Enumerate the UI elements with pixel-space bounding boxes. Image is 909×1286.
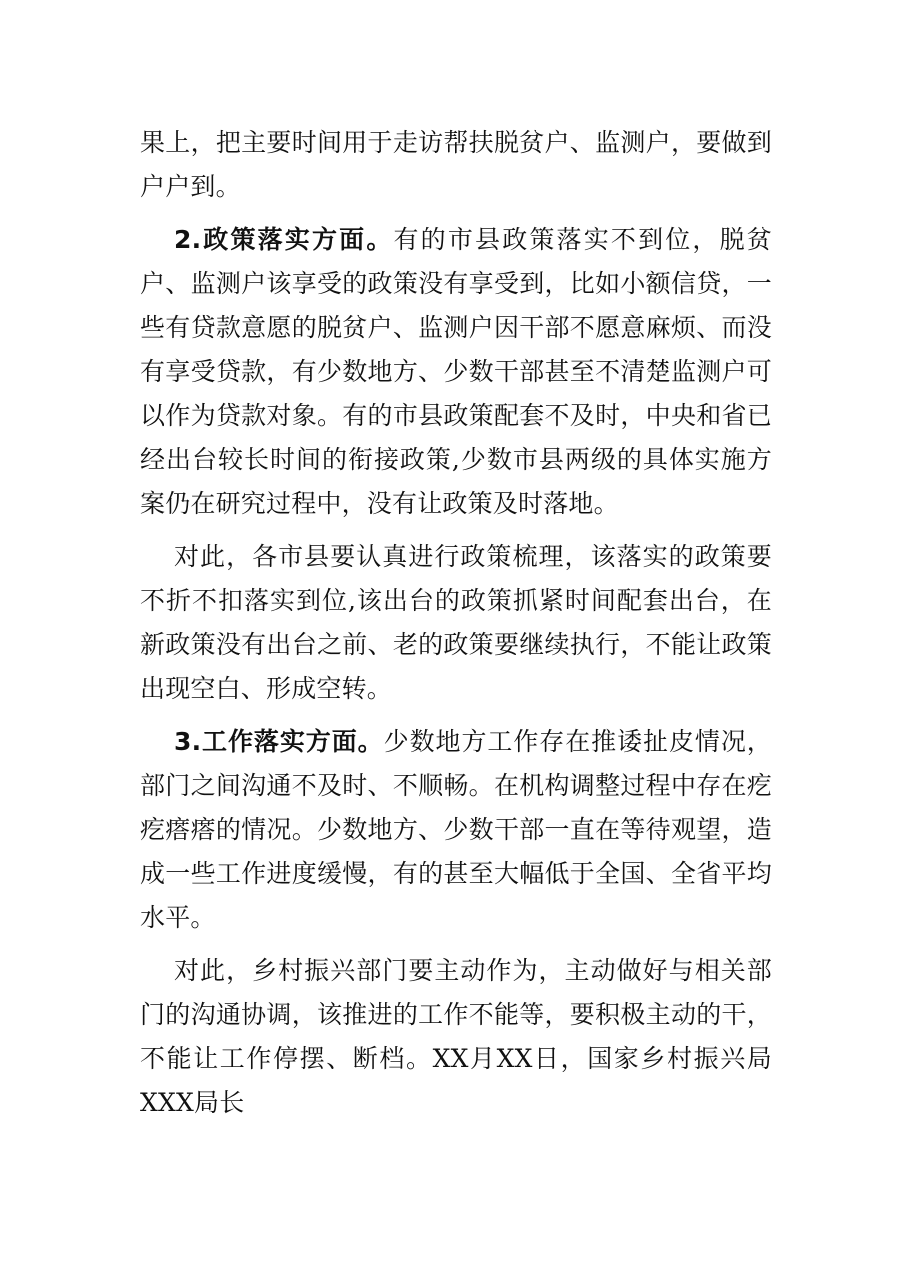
paragraph-text: 有的市县政策落实不到位，脱贫户、监测户该享受的政策没有享受到，比如小额信贷，一些有贷款意愿的脱贫户、监测户因干部不愿意麻烦、而没有享受贷款，有少数地方、少数干部甚至不清楚监测户可以作为贷款对象。有的市县政策配套不及时，中央和省已经出台较长时间的衔接政策,少数市县两级的具体实施方案仍在研究过程中，没有让政策及时落地。 (140, 225, 772, 518)
section-heading-work: 3.工作落实方面。 (174, 727, 384, 756)
paragraph-work-response (140, 949, 772, 1125)
section-heading-policy: 2.政策落实方面。 (174, 225, 394, 254)
paragraph-policy-response (140, 535, 772, 711)
document-body (140, 121, 772, 1125)
paragraph-gap (140, 209, 772, 218)
paragraph-gap (140, 940, 772, 949)
paragraph-policy (140, 218, 772, 526)
paragraph-work (140, 720, 772, 940)
paragraph-text: 少数地方工作存在推诿扯皮情况，部门之间沟通不及时、不顺畅。在机构调整过程中存在疙疙瘩瘩的情况。少数地方、少数干部一直在等待观望，造成一些工作进度缓慢，有的甚至大幅低于全国、全省平均水平。 (140, 727, 772, 932)
paragraph-gap (140, 526, 772, 535)
paragraph-text: 对此，各市县要认真进行政策梳理，该落实的政策要不折不扣落实到位,该出台的政策抓紧时间配套出台，在新政策没有出台之前、老的政策要继续执行，不能让政策出现空白、形成空转。 (140, 542, 772, 703)
paragraph-continuation (140, 121, 772, 209)
paragraph-text: 对此，乡村振兴部门要主动作为，主动做好与相关部门的沟通协调，该推进的工作不能等，要积极主动的干，不能让工作停摆、断档。XX月XX日，国家乡村振兴局XXX局长 (140, 956, 772, 1117)
paragraph-text: 果上，把主要时间用于走访帮扶脱贫户、监测户，要做到户户到。 (140, 128, 772, 201)
paragraph-gap (140, 711, 772, 720)
